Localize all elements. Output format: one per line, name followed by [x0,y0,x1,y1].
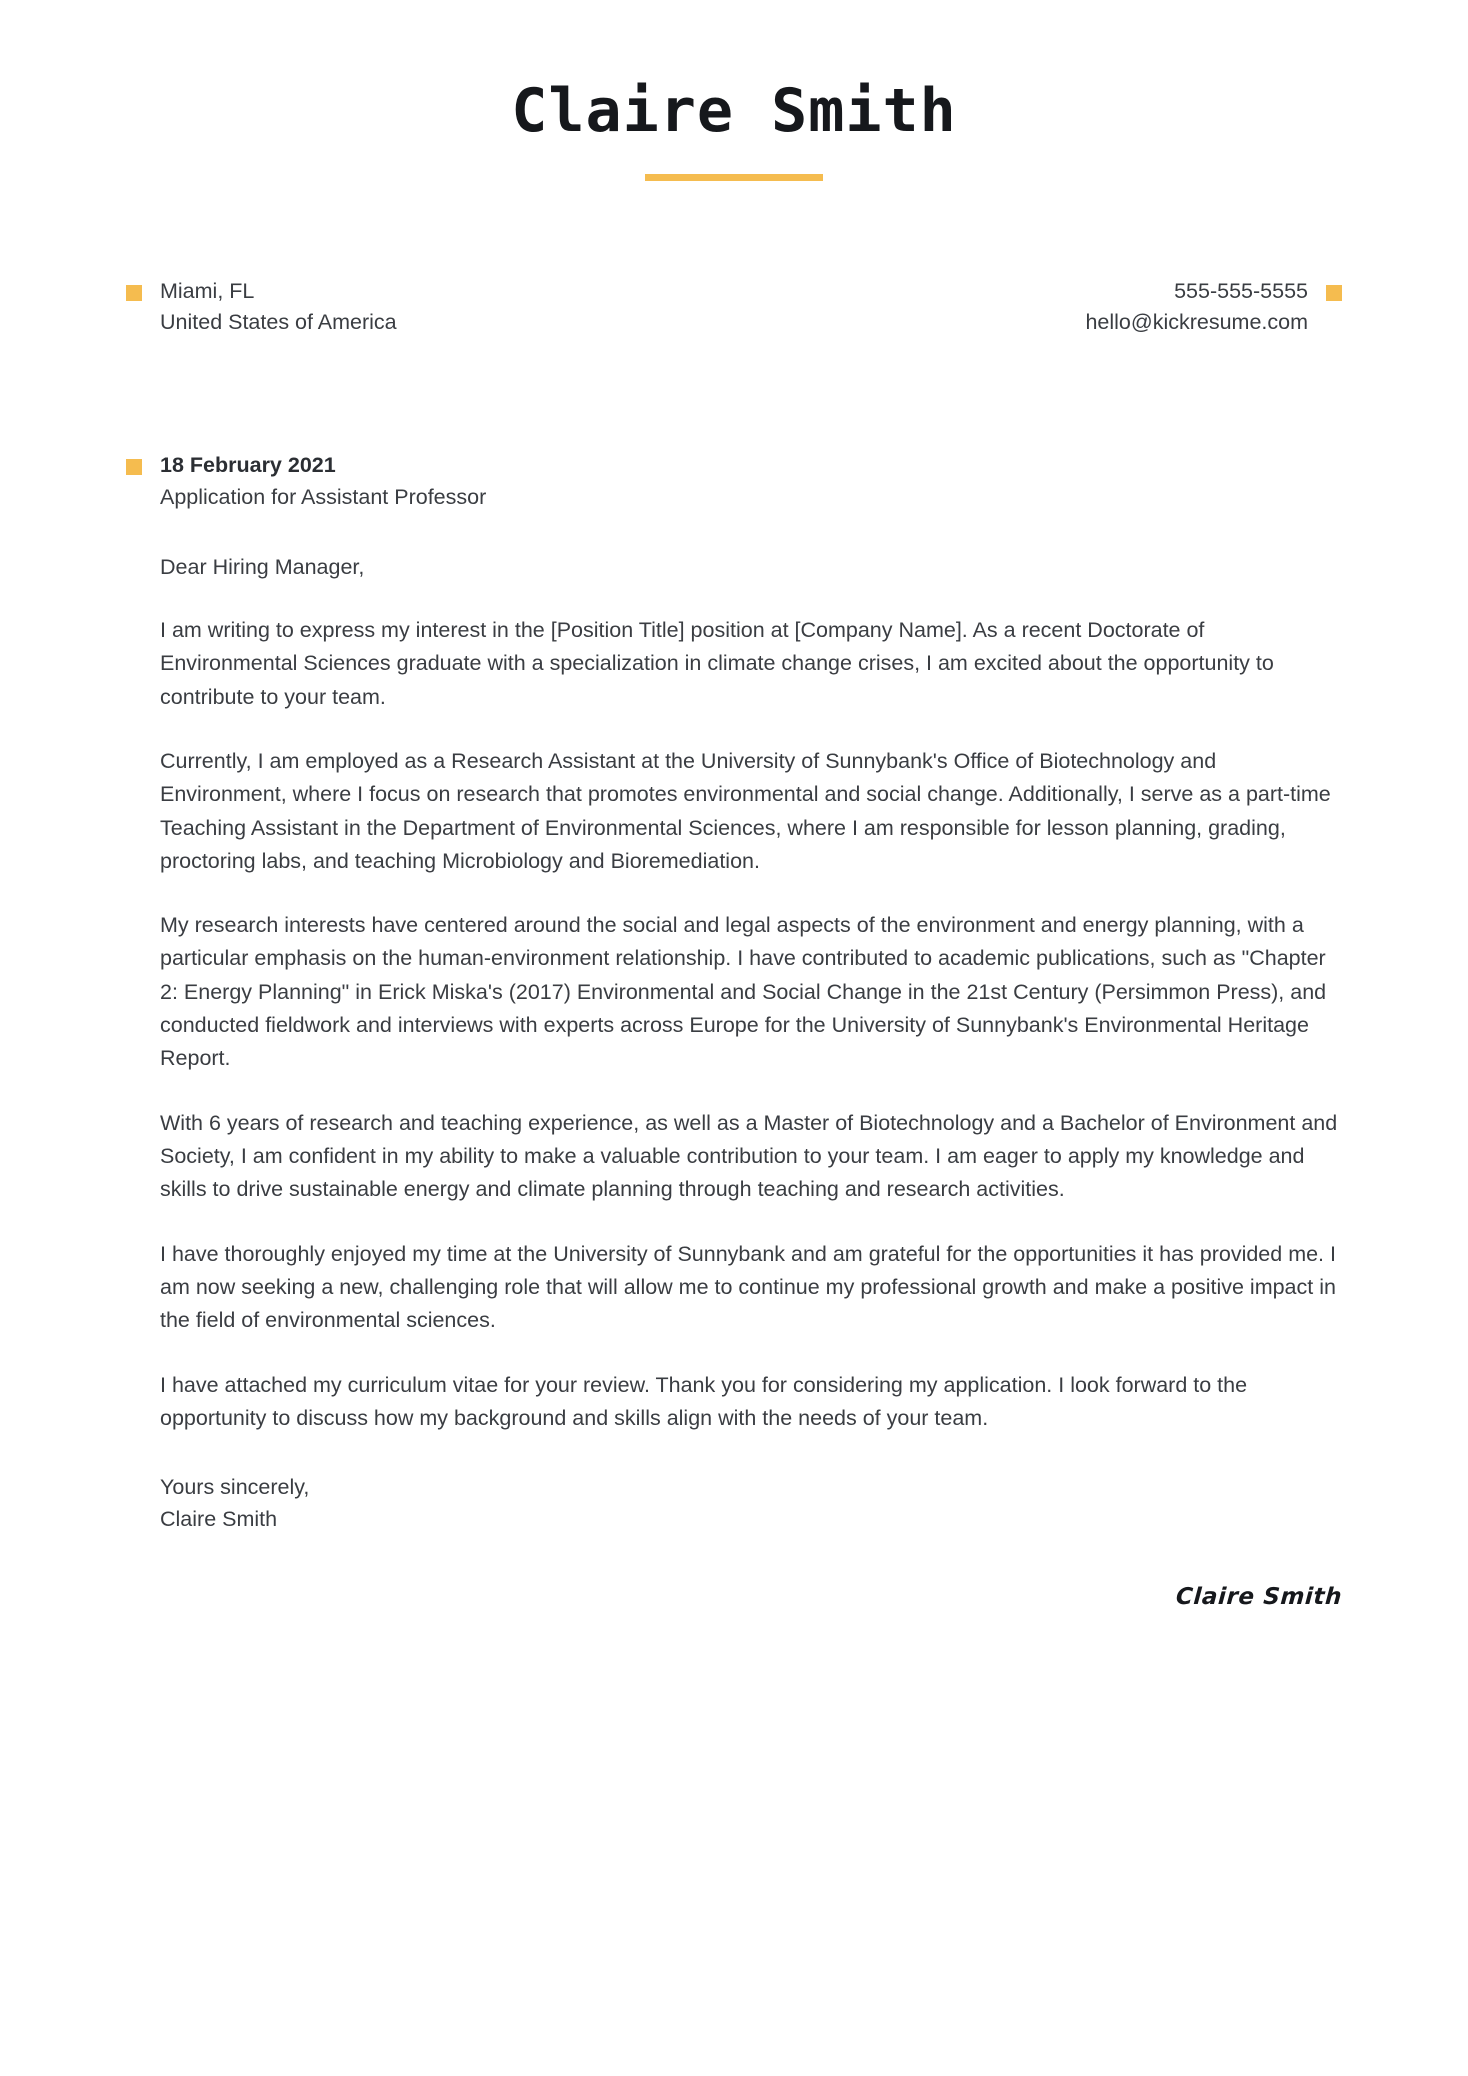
letter-body [0,450,1468,1535]
letter-meta [126,450,1342,512]
letter-paragraph: I have attached my curriculum vitae for your review. Thank you for considering my application. I look forward to the opportunity to discuss how my background and skills align with the needs of your team. [160,1372,1248,1430]
signature-block [0,1584,1468,1610]
letter-paragraph: With 6 years of research and teaching experience, as well as a Master of Biotechnology and a Bachelor of Environment and Society, I am confident in my ability to make a valuable contribution to your team. I am eager to apply my knowledge and skills to drive sustainable energy and climate planning through teaching and research activities. [160,1110,1338,1202]
contact-country: United States of America [160,310,397,335]
contact-email[interactable]: hello@kickresume.com [1085,310,1308,335]
letter-paragraph: I have thoroughly enjoyed my time at the University of Sunnybank and am grateful for the opportunities it has provided me. I am now seeking a new, challenging role that will allow me to continue my professional growth and make a positive impact in the field of environmental sciences. [160,1241,1336,1333]
page-title: Claire Smith [511,76,957,146]
contact-city-state: Miami, FL [160,279,255,303]
letter-salutation: Dear Hiring Manager, [160,554,365,579]
letter-subject: Application for Assistant Professor [160,484,487,509]
letter-paragraph: Currently, I am employed as a Research Assistant at the University of Sunnybank's Office of Biotechnology and Environment, where I focus on research that promotes environmental and social change. Additionally, I serve as a part-time Teaching Assistant in the Department of Environmental Sciences, where I am responsible for lesson planning, grading, proctoring labs, and teaching Microbiology and Bioremediation. [160,748,1331,873]
closing-name: Claire Smith [160,1507,278,1532]
square-bullet-icon [126,285,142,301]
title-underline-rule [645,174,823,181]
letter-meta-lines [160,450,486,512]
square-bullet-icon [1326,285,1342,301]
handwritten-signature: Claire Smith [1174,1583,1343,1610]
square-bullet-icon [126,459,142,475]
letter-paragraph: I am writing to express my interest in the [Position Title] position at [Company Name]. As a recent Doctorate of Environmental Sciences graduate with a specialization in climate change crises, I am excited about the opportunity to contribute to your team. [160,617,1274,709]
closing-phrase: Yours sincerely, [160,1475,310,1500]
letter-closing [126,1471,1342,1536]
contact-details-block [1085,276,1342,338]
contact-location-lines [160,276,397,338]
contact-phone[interactable]: 555-555-5555 [1174,279,1308,303]
contact-location-block [126,276,397,338]
letter-paragraph: My research interests have centered around the social and legal aspects of the environment and energy planning, with a particular emphasis on the human-environment relationship. I have contributed to academic publications, such as "Chapter 2: Energy Planning" in Erick Miska's (2017) Environmental and Social Change in the 21st Century (Persimmon Press), and conducted fieldwork and interviews with experts across Europe for the University of Sunnybank's Environmental Heritage Report. [160,913,1327,1071]
letter-header [0,0,1468,181]
letter-date: 18 February 2021 [160,453,336,478]
contact-row [0,276,1468,338]
contact-details-lines [1085,276,1308,338]
